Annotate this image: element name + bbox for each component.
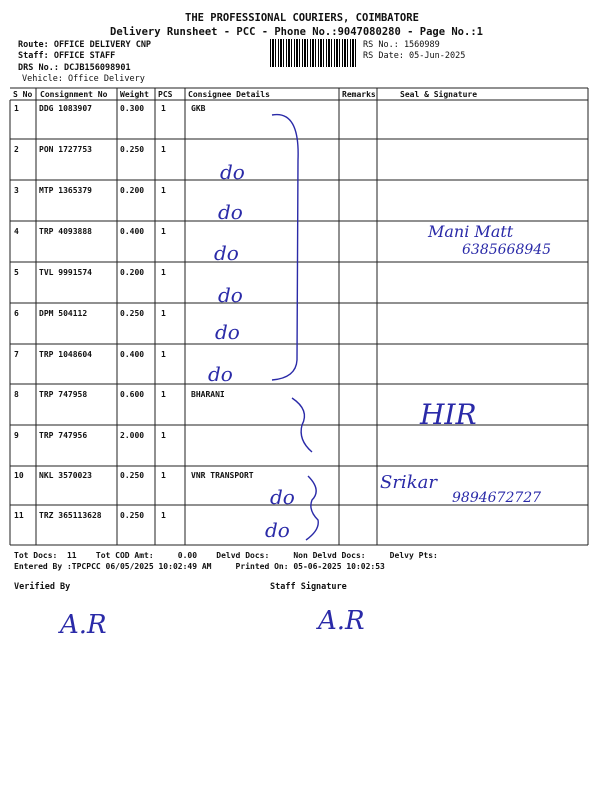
signature-recipient-phone: 9894672727	[452, 490, 542, 506]
row-weight: 0.600	[120, 390, 145, 399]
ditto-mark: do	[218, 200, 243, 224]
row-weight: 0.200	[120, 186, 145, 195]
row-pcs: 1	[161, 471, 166, 480]
col-header-weight: Weight	[120, 90, 149, 99]
row-weight: 0.250	[120, 511, 145, 520]
rs-date: RS Date: 05-Jun-2025	[363, 51, 466, 61]
row-consignment-no: TRZ 365113628	[39, 511, 102, 520]
row-pcs: 1	[161, 268, 166, 277]
row-consignment-no: MTP 1365379	[39, 186, 92, 195]
row-weight: 0.200	[120, 268, 145, 277]
row-consignment-no: TRP 1048604	[39, 350, 92, 359]
staff-label: Staff: OFFICE STAFF	[18, 51, 116, 61]
row-consignment-no: DDG 1083907	[39, 104, 92, 113]
row-sno: 11	[14, 511, 24, 520]
row-sno: 3	[14, 186, 19, 195]
row-consignee: BHARANI	[191, 390, 225, 399]
row-sno: 7	[14, 350, 19, 359]
row-sno: 6	[14, 309, 19, 318]
ditto-mark: do	[208, 362, 233, 386]
rs-number: RS No.: 1560989	[363, 40, 440, 50]
signature-recipient-phone: 6385668945	[462, 242, 552, 258]
row-pcs: 1	[161, 350, 166, 359]
row-consignee: GKB	[191, 104, 206, 113]
col-header-remarks: Remarks	[342, 90, 376, 99]
staff-initials: A.R	[318, 606, 365, 636]
signature-mark: HIR	[420, 398, 477, 431]
verified-by-label: Verified By	[14, 582, 71, 592]
row-sno: 1	[14, 104, 19, 113]
row-consignment-no: TRP 747958	[39, 390, 88, 399]
ditto-mark: do	[270, 485, 295, 509]
col-header-pcs: PCS	[158, 90, 173, 99]
row-pcs: 1	[161, 390, 166, 399]
company-name: THE PROFESSIONAL COURIERS, COIMBATORE	[185, 12, 419, 24]
row-weight: 0.250	[120, 309, 145, 318]
row-sno: 8	[14, 390, 19, 399]
row-weight: 0.300	[120, 104, 145, 113]
row-consignment-no: TRP 747956	[39, 431, 88, 440]
entered-printed-info: Entered By :TPCPCC 06/05/2025 10:02:49 AM Printed On: 05-06-2025 10:02:53	[14, 562, 385, 571]
vehicle-label: Vehicle: Office Delivery	[22, 74, 145, 84]
signature-recipient-name: Srikar	[380, 472, 437, 493]
ditto-mark: do	[265, 518, 290, 542]
drs-number: DRS No.: DCJB156098901	[18, 63, 131, 73]
row-consignment-no: TRP 4093888	[39, 227, 92, 236]
ditto-mark: do	[214, 241, 239, 265]
ditto-mark: do	[215, 320, 240, 344]
row-pcs: 1	[161, 145, 166, 154]
row-sno: 5	[14, 268, 19, 277]
col-header-consignee: Consignee Details	[188, 90, 270, 99]
row-pcs: 1	[161, 511, 166, 520]
verifier-initials: A.R	[60, 610, 107, 640]
row-pcs: 1	[161, 227, 166, 236]
row-pcs: 1	[161, 186, 166, 195]
row-consignment-no: TVL 9991574	[39, 268, 92, 277]
ditto-mark: do	[220, 160, 245, 184]
row-weight: 0.250	[120, 145, 145, 154]
row-pcs: 1	[161, 104, 166, 113]
row-sno: 10	[14, 471, 24, 480]
staff-signature-label: Staff Signature	[270, 582, 347, 592]
row-sno: 2	[14, 145, 19, 154]
ditto-mark: do	[218, 283, 243, 307]
row-consignment-no: NKL 3570023	[39, 471, 92, 480]
col-header-signature: Seal & Signature	[400, 90, 478, 99]
row-sno: 9	[14, 431, 19, 440]
row-pcs: 1	[161, 431, 166, 440]
row-consignee: VNR TRANSPORT	[191, 471, 254, 480]
row-weight: 0.250	[120, 471, 145, 480]
row-consignment-no: DPM 504112	[39, 309, 88, 318]
row-consignment-no: PON 1727753	[39, 145, 92, 154]
col-header-sno: S No	[13, 90, 33, 99]
row-weight: 0.400	[120, 350, 145, 359]
signature-recipient-name: Mani Matt	[428, 222, 514, 241]
row-weight: 2.000	[120, 431, 145, 440]
sheet-title: Delivery Runsheet - PCC - Phone No.:9047080280 - Page No.:1	[110, 26, 483, 38]
route-label: Route: OFFICE DELIVERY CNP	[18, 40, 152, 50]
row-sno: 4	[14, 227, 19, 236]
col-header-consignment: Consignment No	[40, 90, 108, 99]
totals-summary: Tot Docs: 11 Tot COD Amt: 0.00 Delvd Docs: Non Delvd Docs: Delvy Pts:	[14, 551, 438, 560]
row-weight: 0.400	[120, 227, 145, 236]
row-pcs: 1	[161, 309, 166, 318]
